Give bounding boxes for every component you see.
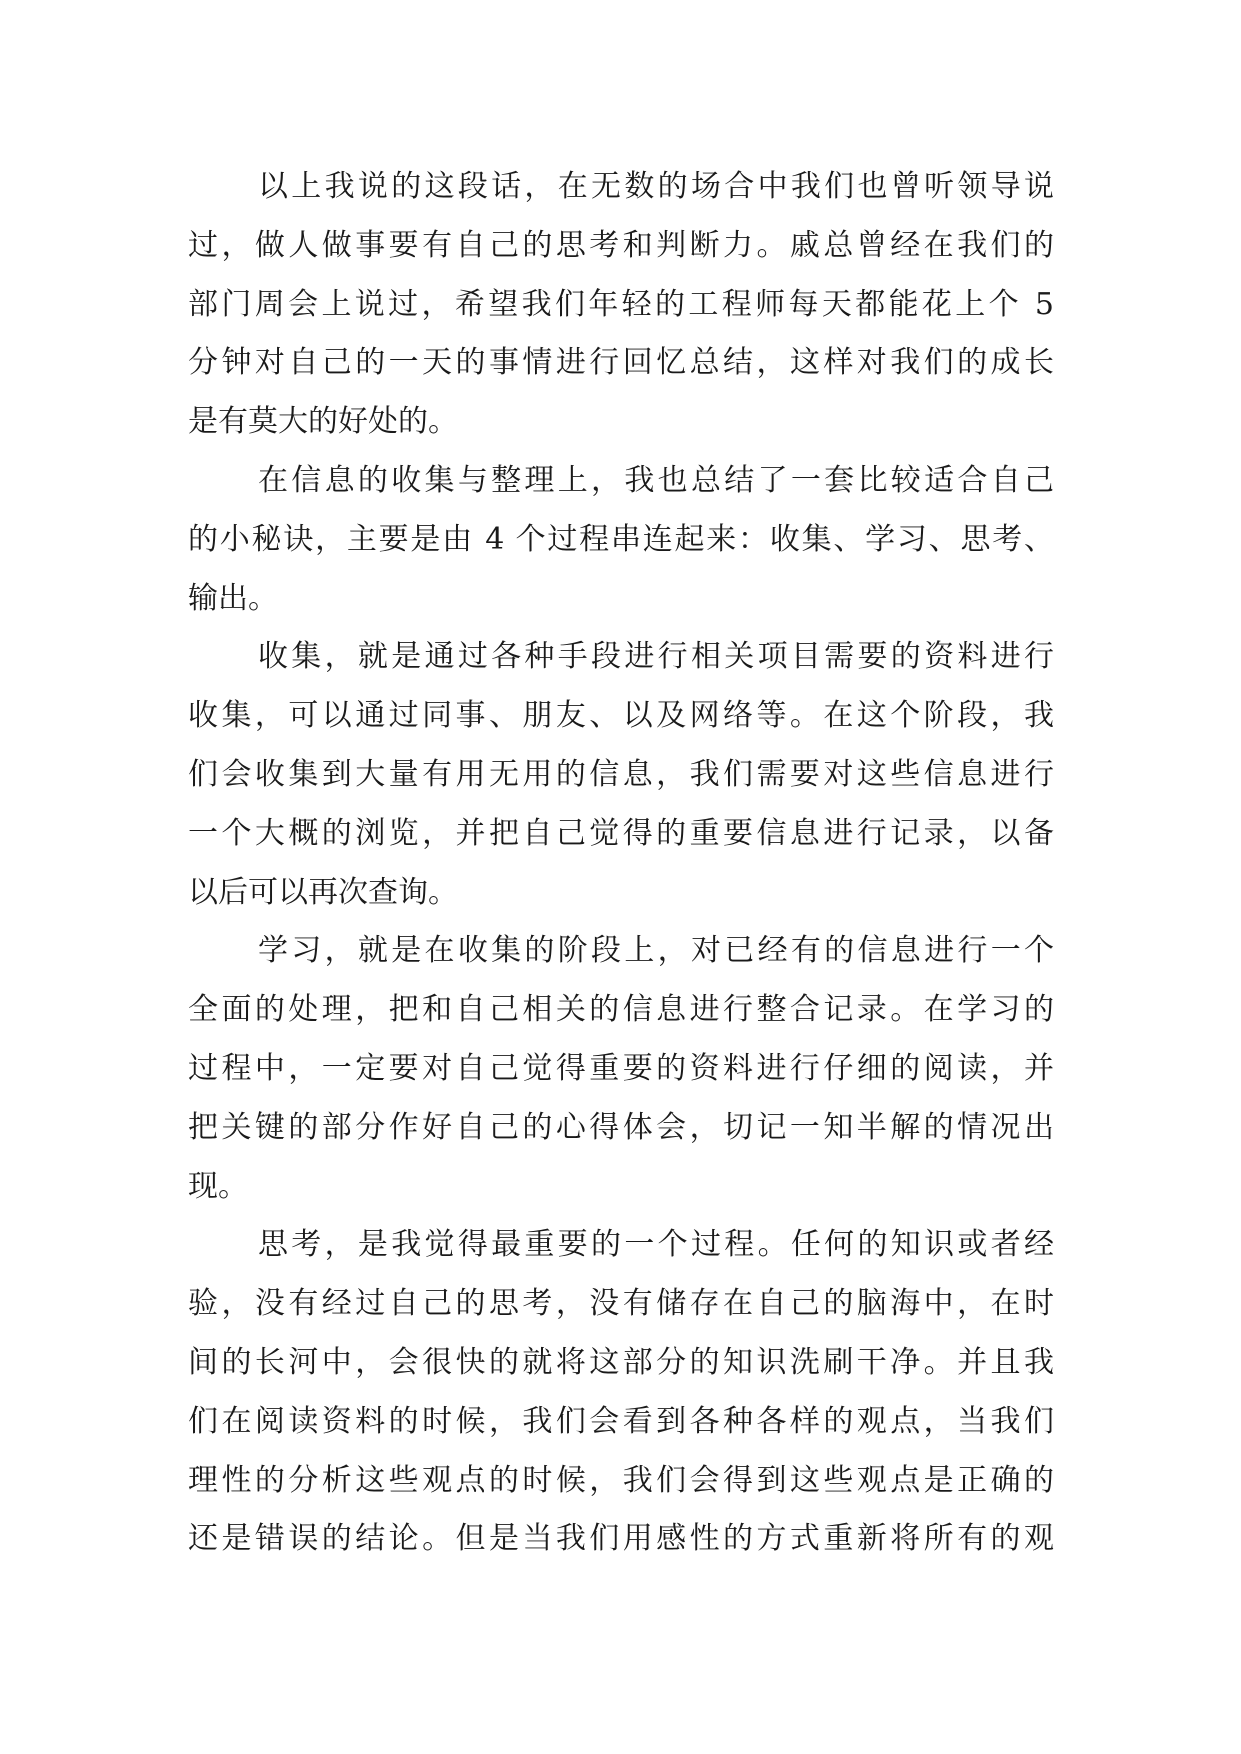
text-line: 以后可以再次查询。 bbox=[188, 874, 458, 910]
paragraph bbox=[188, 922, 1054, 1216]
text-line: 过，做人做事要有自己的思考和判断力。戚总曾经在我们的 bbox=[188, 227, 1054, 263]
text-line: 验，没有经过自己的思考，没有储存在自己的脑海中，在时 bbox=[188, 1286, 1054, 1322]
text-line: 学习，就是在收集的阶段上，对已经有的信息进行一个 bbox=[258, 933, 1054, 969]
text-line: 部门周会上说过，希望我们年轻的工程师每天都能花上个 5 bbox=[188, 286, 1054, 322]
text-line: 把关键的部分作好自己的心得体会，切记一知半解的情况出 bbox=[188, 1109, 1054, 1145]
text-line: 们在阅读资料的时候，我们会看到各种各样的观点，当我们 bbox=[188, 1403, 1054, 1439]
document-body bbox=[188, 158, 1054, 1569]
text-line: 们会收集到大量有用无用的信息，我们需要对这些信息进行 bbox=[188, 756, 1054, 792]
text-line: 思考，是我觉得最重要的一个过程。任何的知识或者经 bbox=[258, 1227, 1054, 1263]
text-line: 理性的分析这些观点的时候，我们会得到这些观点是正确的 bbox=[188, 1462, 1054, 1498]
text-line: 以上我说的这段话，在无数的场合中我们也曾听领导说 bbox=[258, 169, 1054, 204]
text-line: 过程中，一定要对自己觉得重要的资料进行仔细的阅读，并 bbox=[188, 1050, 1054, 1086]
text-line: 的小秘诀，主要是由 4 个过程串连起来：收集、学习、思考、 bbox=[188, 521, 1054, 557]
text-line: 在信息的收集与整理上，我也总结了一套比较适合自己 bbox=[258, 462, 1054, 498]
paragraph bbox=[188, 158, 1054, 452]
text-line: 是有莫大的好处的。 bbox=[188, 404, 458, 440]
text-line: 输出。 bbox=[188, 580, 278, 616]
text-line: 分钟对自己的一天的事情进行回忆总结，这样对我们的成长 bbox=[188, 345, 1054, 381]
text-line: 还是错误的结论。但是当我们用感性的方式重新将所有的观 bbox=[188, 1521, 1054, 1557]
paragraph bbox=[188, 452, 1054, 628]
text-line: 间的长河中，会很快的就将这部分的知识洗刷干净。并且我 bbox=[188, 1344, 1054, 1380]
paragraph bbox=[188, 628, 1054, 922]
text-line: 全面的处理，把和自己相关的信息进行整合记录。在学习的 bbox=[188, 992, 1054, 1028]
text-line: 一个大概的浏览，并把自己觉得的重要信息进行记录，以备 bbox=[188, 815, 1054, 851]
paragraph bbox=[188, 1216, 1054, 1569]
text-line: 收集，就是通过各种手段进行相关项目需要的资料进行 bbox=[258, 639, 1054, 675]
text-line: 收集，可以通过同事、朋友、以及网络等。在这个阶段，我 bbox=[188, 698, 1054, 734]
text-line: 现。 bbox=[188, 1168, 248, 1204]
